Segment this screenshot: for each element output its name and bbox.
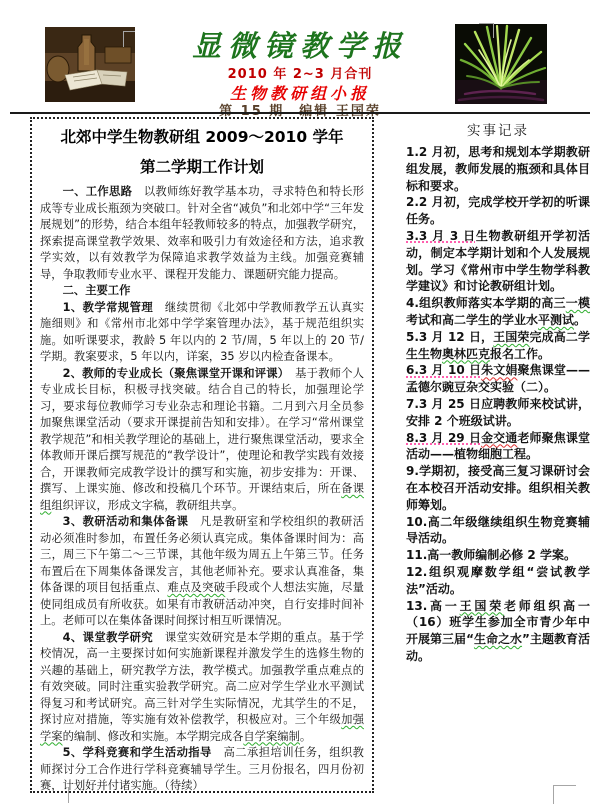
work-plan-box <box>30 117 374 793</box>
segment-text: 完成高二学生生物 <box>406 329 590 361</box>
record-item <box>406 514 590 548</box>
segment-text: 。 <box>299 729 312 743</box>
plan-paragraph <box>40 300 364 366</box>
plan-paragraph <box>40 366 364 515</box>
segment-heading: 二、主要工作 <box>62 284 131 297</box>
segment-text: 生物教研组开学初活动，制定本学期计划和个人发展规划。学习《常州市中学生物学科教学建议》和讨论教研组计划。 <box>406 228 590 294</box>
segment-text: 。 <box>574 312 587 327</box>
text-boundary-mark-top-left <box>123 31 135 47</box>
header-divider-rule <box>10 112 590 114</box>
segment-text: 5.3 月 12 日， <box>406 329 494 344</box>
segment-heading: 一、工作思路 <box>62 185 133 198</box>
segment-text: 10.高二年级继续组织生物竞赛辅导活动。 <box>406 514 590 546</box>
segment-text: 加强学案 <box>40 713 364 743</box>
plan-paragraph <box>40 184 364 283</box>
segment-text: 手段或个人想法实施，尽量使同组成员有所收获。如果有市教研活动冲突，自行安排时间补上。老师可以在集体备课时间探讨相互听课情况。 <box>40 581 364 627</box>
segment-text: 12.组织观摩数学组“尝试教学法”活动。 <box>406 564 590 596</box>
plan-paragraph <box>40 630 364 746</box>
masthead-right-image <box>455 24 547 104</box>
segment-text: 老师聚焦课堂活动——植物细胞工程。 <box>406 430 590 462</box>
segment-text: 考试和高二学生的学业水 <box>406 312 539 327</box>
text-boundary-mark-top-right <box>479 23 494 38</box>
sea-anemone-photo <box>455 24 547 104</box>
record-item <box>406 362 590 396</box>
record-item <box>406 295 590 329</box>
newsletter-subtitle: 生物教研组小报 <box>229 84 370 103</box>
segment-text: 继续贯彻《北郊中学教师教学五认真实施细则》和《常州市北郊中学学案管理办法》，基于规范组织实施。如听课要求，教龄 5 年以内的 2 节/周，5 年以上的 20 节/学期。教案要求，5 年以内，详案，35 岁以内检查备课本。 <box>40 300 364 363</box>
record-item <box>406 194 590 228</box>
segment-text: 报名工作。 <box>490 346 551 361</box>
record-item <box>406 430 590 464</box>
records-column <box>406 119 590 665</box>
segment-text: 6.3 月 10 日 <box>406 363 482 378</box>
segment-text: 2.2 月初，完成学校开学初的听课任务。 <box>406 195 590 227</box>
segment-text: 备课组 <box>40 482 364 512</box>
segment-text: 奥林匹克 <box>442 346 491 361</box>
segment-text: 聚焦课堂——孟德尔豌豆杂交实验（二）。 <box>406 363 590 395</box>
newsletter-title: 显微镜教学报 <box>191 29 408 63</box>
segment-heading: 5、学科竞赛和学生活动指导 <box>62 746 212 759</box>
plan-paragraph <box>40 745 364 793</box>
segment-text: 基于教师个人专业成长目标，积极寻找突破。结合自己的特长，加强理论学习，要求每位教师学习专业杂志和理论书籍。二月到六月全员参加聚焦课堂活动（要求开课提前告知和安排）。在学习“常州课堂教学规范”和相关教学理论的基础上，进行聚焦课堂活动，要求全体教师开课后撰写规范的“教学设计”，使理论和教学实践有效接合，开课教师完成教学设计的撰写和实施，初步安排为：开课、撰写、上课实施、修改和投稿几个环节。开课结束后，所在 <box>40 366 364 495</box>
segment-text: 组织评议，形成文字稿，教研组共享。 <box>51 498 244 512</box>
segment-text: 的编制、修改和实施。本学期完成各 <box>62 729 244 743</box>
record-item <box>406 329 590 363</box>
segment-text: 13.高一 <box>406 598 460 613</box>
records-list <box>406 144 590 665</box>
record-item <box>406 564 590 598</box>
record-item <box>406 144 590 194</box>
segment-text: 7.3 月 25 日应聘教师来校试讲，安排 2 个班级试讲。 <box>406 396 590 428</box>
issue-line: 2010 年 2~3 月合刊 <box>227 67 373 82</box>
segment-text: 9.学期初，接受高三复习课研讨会在本校召开活动安排。组织相关教师筹划。 <box>406 464 590 512</box>
segment-text: 生命之水 <box>473 632 523 647</box>
segment-text: 老师组织高一（16）班学生参加全市青少年中开展第三届“ <box>406 598 590 647</box>
plan-paragraph <box>40 283 364 300</box>
segment-text: 11.高一教师编制必修 2 学案。 <box>406 548 576 563</box>
segment-text: ”主题教育活动。 <box>406 632 591 663</box>
segment-text: 自学案编制 <box>243 729 300 743</box>
segment-text: 凡是教研室和学校组织的教研活动必须准时参加，布置任务必须认真完成。集体备课时间为：高三，周三下午第二～三节课，其他年级为周五上午第三节。任务布置后在下周集体备课发言，其他老师补充。要求认真准备，集体备课的项目包括重点、 <box>40 515 364 594</box>
plan-title-line2: 第二学期工作计划 <box>139 158 264 176</box>
segment-text: 以教师练好教学基本功，寻求特色和特长形成等专业成长瓶颈为突破口。针对全省“减负”和北郊中学“三年发展规划”的形势，结合本组年轻教师较多的特点，加强教学研究，探索提高课堂教学效果、效率和吸引力有效途径和方法，追求教学实效，以有效教学为保障追求教学效益为主线。加强竞赛辅导，争取教师专业水平、课程开发能力、课题研究能力提高。 <box>40 185 364 281</box>
masthead-left-image <box>45 27 135 102</box>
segment-text: 王国荣 <box>459 598 505 613</box>
segment-text: 一模 <box>565 296 590 311</box>
text-boundary-mark-bottom-right <box>553 785 576 804</box>
segment-heading: 3、教研活动和集体备课 <box>62 515 189 528</box>
books-and-bottle-painting <box>45 27 135 102</box>
plan-paragraphs <box>40 184 364 793</box>
segment-heading: 4、课堂教学研究 <box>62 630 154 644</box>
segment-text: 1.2 月初，思考和规划本学期教研组发展，教师发展的瓶颈和具体目标和要求。 <box>406 145 590 193</box>
segment-text: 王国荣 <box>493 329 530 344</box>
segment-text: 难点及突破 <box>167 581 226 594</box>
segment-text: 课堂实效研究是本学期的重点。基于学校情况，高一主要探讨如何实施新课程并激发学生的选修生物的兴趣的基础上，研究教学方法，教学模式。加强教学重点难点的有效突破。同时注重实验教学研究。高二应对学生学业水平测试得复习和考试研究。高三针对学生实际情况，尤其学生的不足，探讨应对措施，等实施有效补偿教学，积极应对。三个年级 <box>40 630 364 726</box>
record-item <box>406 598 590 665</box>
segment-text: 金交通 <box>481 430 518 445</box>
segment-heading: 1、教学常规管理 <box>62 300 154 314</box>
record-item <box>406 396 590 430</box>
segment-text: 8.3 月 29 日 <box>406 430 482 445</box>
plan-paragraph <box>40 514 364 630</box>
segment-text: 高二承担培训任务，组织教师探讨分工合作进行学科竞赛辅导学生。三月份报名，四月份初赛，计划好并付诸实施。（待续） <box>40 746 364 792</box>
segment-text: 4.组织教师落实本学期的高三 <box>406 296 566 311</box>
records-title: 实事记录 <box>467 123 529 139</box>
record-item <box>406 547 590 564</box>
segment-heading: 2、教师的专业成长（聚焦课堂开课和评课） <box>62 366 284 380</box>
record-item <box>406 463 590 513</box>
text-boundary-mark-bottom-left <box>68 787 79 803</box>
plan-title-line1: 北郊中学生物教研组 2009～2010 学年 <box>60 128 344 146</box>
segment-text: 朱文娟 <box>481 363 518 378</box>
segment-text: 平测试 <box>538 312 575 327</box>
segment-text: 3.3 月 3 日 <box>406 228 476 243</box>
record-item <box>406 228 590 295</box>
